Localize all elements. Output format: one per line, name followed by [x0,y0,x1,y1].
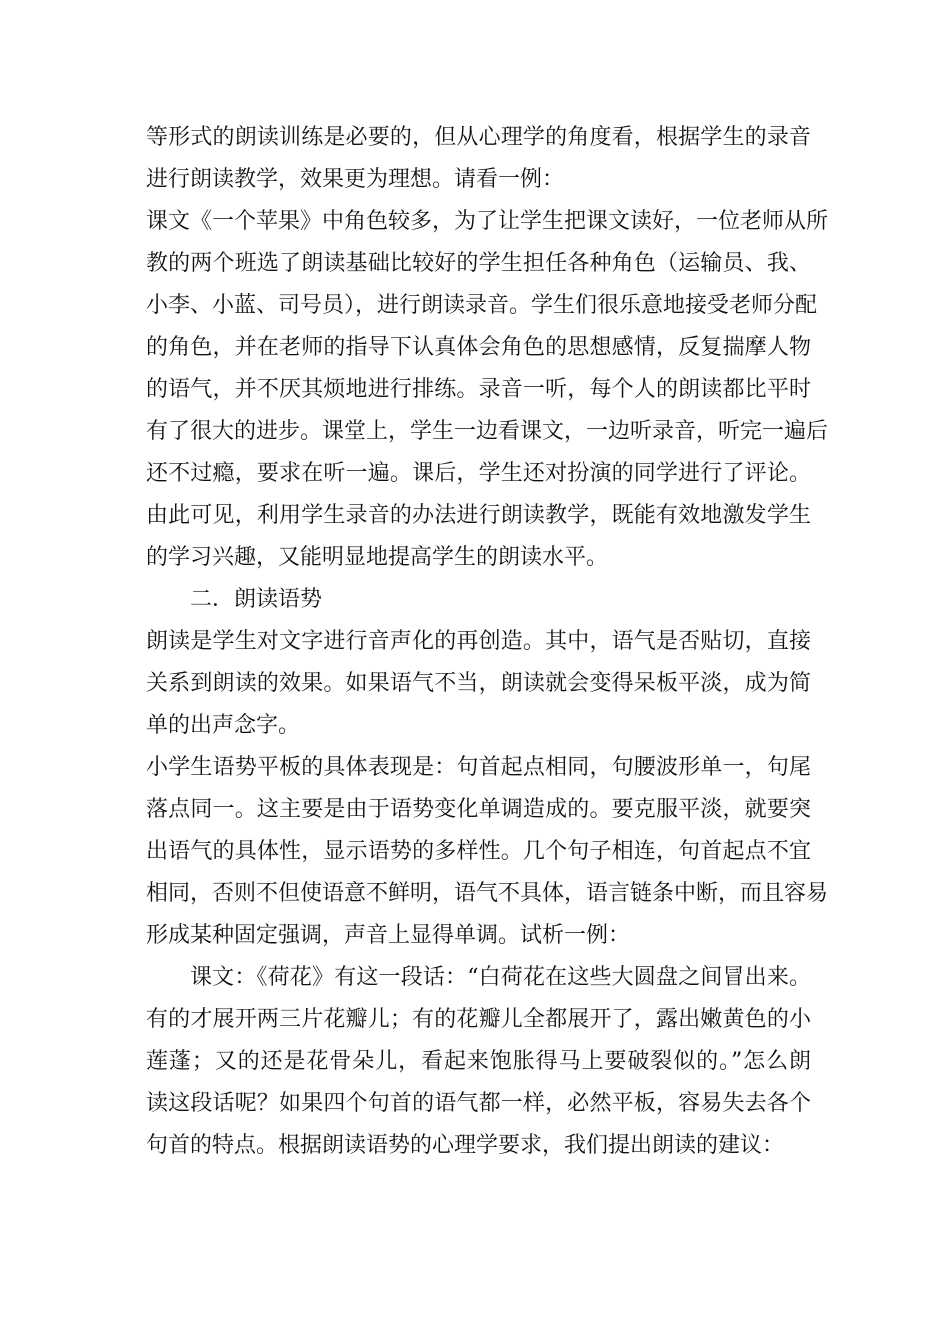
text-line: 小学生语势平板的具体表现是：句首起点相同，句腰波形单一，句尾 [146,755,811,780]
body-text [146,117,829,1167]
text-line: 等形式的朗读训练是必要的，但从心理学的角度看，根据学生的录音 [146,125,811,150]
text-line: 的学习兴趣，又能明显地提高学生的朗读水平。 [146,545,609,570]
text-line: 的角色，并在老师的指导下认真体会角色的思想感情，反复揣摩人物 [146,335,811,360]
text-line: 出语气的具体性，显示语势的多样性。几个句子相连，句首起点不宜 [146,839,811,864]
text-line: 相同，否则不但使语意不鲜明，语气不具体，语言链条中断，而且容易 [146,881,829,906]
text-line: 由此可见，利用学生录音的办法进行朗读教学，既能有效地激发学生 [146,503,811,528]
text-line: 莲蓬；又的还是花骨朵儿，看起来饱胀得马上要破裂似的。”怎么朗 [146,1049,811,1074]
text-line: 朗读是学生对文字进行音声化的再创造。其中，语气是否贴切，直接 [146,629,811,654]
text-line: 的语气，并不厌其烦地进行排练。录音一听，每个人的朗读都比平时 [146,377,811,402]
text-line: 进行朗读教学，效果更为理想。请看一例： [146,167,565,192]
text-line: 关系到朗读的效果。如果语气不当，朗读就会变得呆板平淡，成为简 [146,671,811,696]
text-line: 读这段话呢？如果四个句首的语气都一样，必然平板，容易失去各个 [146,1091,811,1116]
text-line: 二．朗读语势 [190,587,323,612]
text-line: 落点同一。这主要是由于语势变化单调造成的。要克服平淡，就要突 [146,797,811,822]
text-line: 有的才展开两三片花瓣儿；有的花瓣儿全都展开了，露出嫩黄色的小 [146,1007,811,1032]
text-line: 句首的特点。根据朗读语势的心理学要求，我们提出朗读的建议： [146,1133,785,1158]
text-line: 小李、小蓝、司号员），进行朗读录音。学生们很乐意地接受老师分配 [146,293,818,318]
text-line: 单的出声念字。 [146,713,301,738]
text-line: 教的两个班选了朗读基础比较好的学生担任各种角色（运输员、我、 [146,251,811,276]
text-line: 还不过瘾，要求在听一遍。课后，学生还对扮演的同学进行了评论。 [146,461,811,486]
text-line: 有了很大的进步。课堂上，学生一边看课文，一边听录音，听完一遍后 [146,419,829,444]
text-line: 形成某种固定强调，声音上显得单调。试析一例： [146,923,631,948]
text-line: 课文：《荷花》有这一段话：“白荷花在这些大圆盘之间冒出来。 [190,965,811,990]
text-line: 课文《一个苹果》中角色较多，为了让学生把课文读好，一位老师从所 [146,209,829,234]
